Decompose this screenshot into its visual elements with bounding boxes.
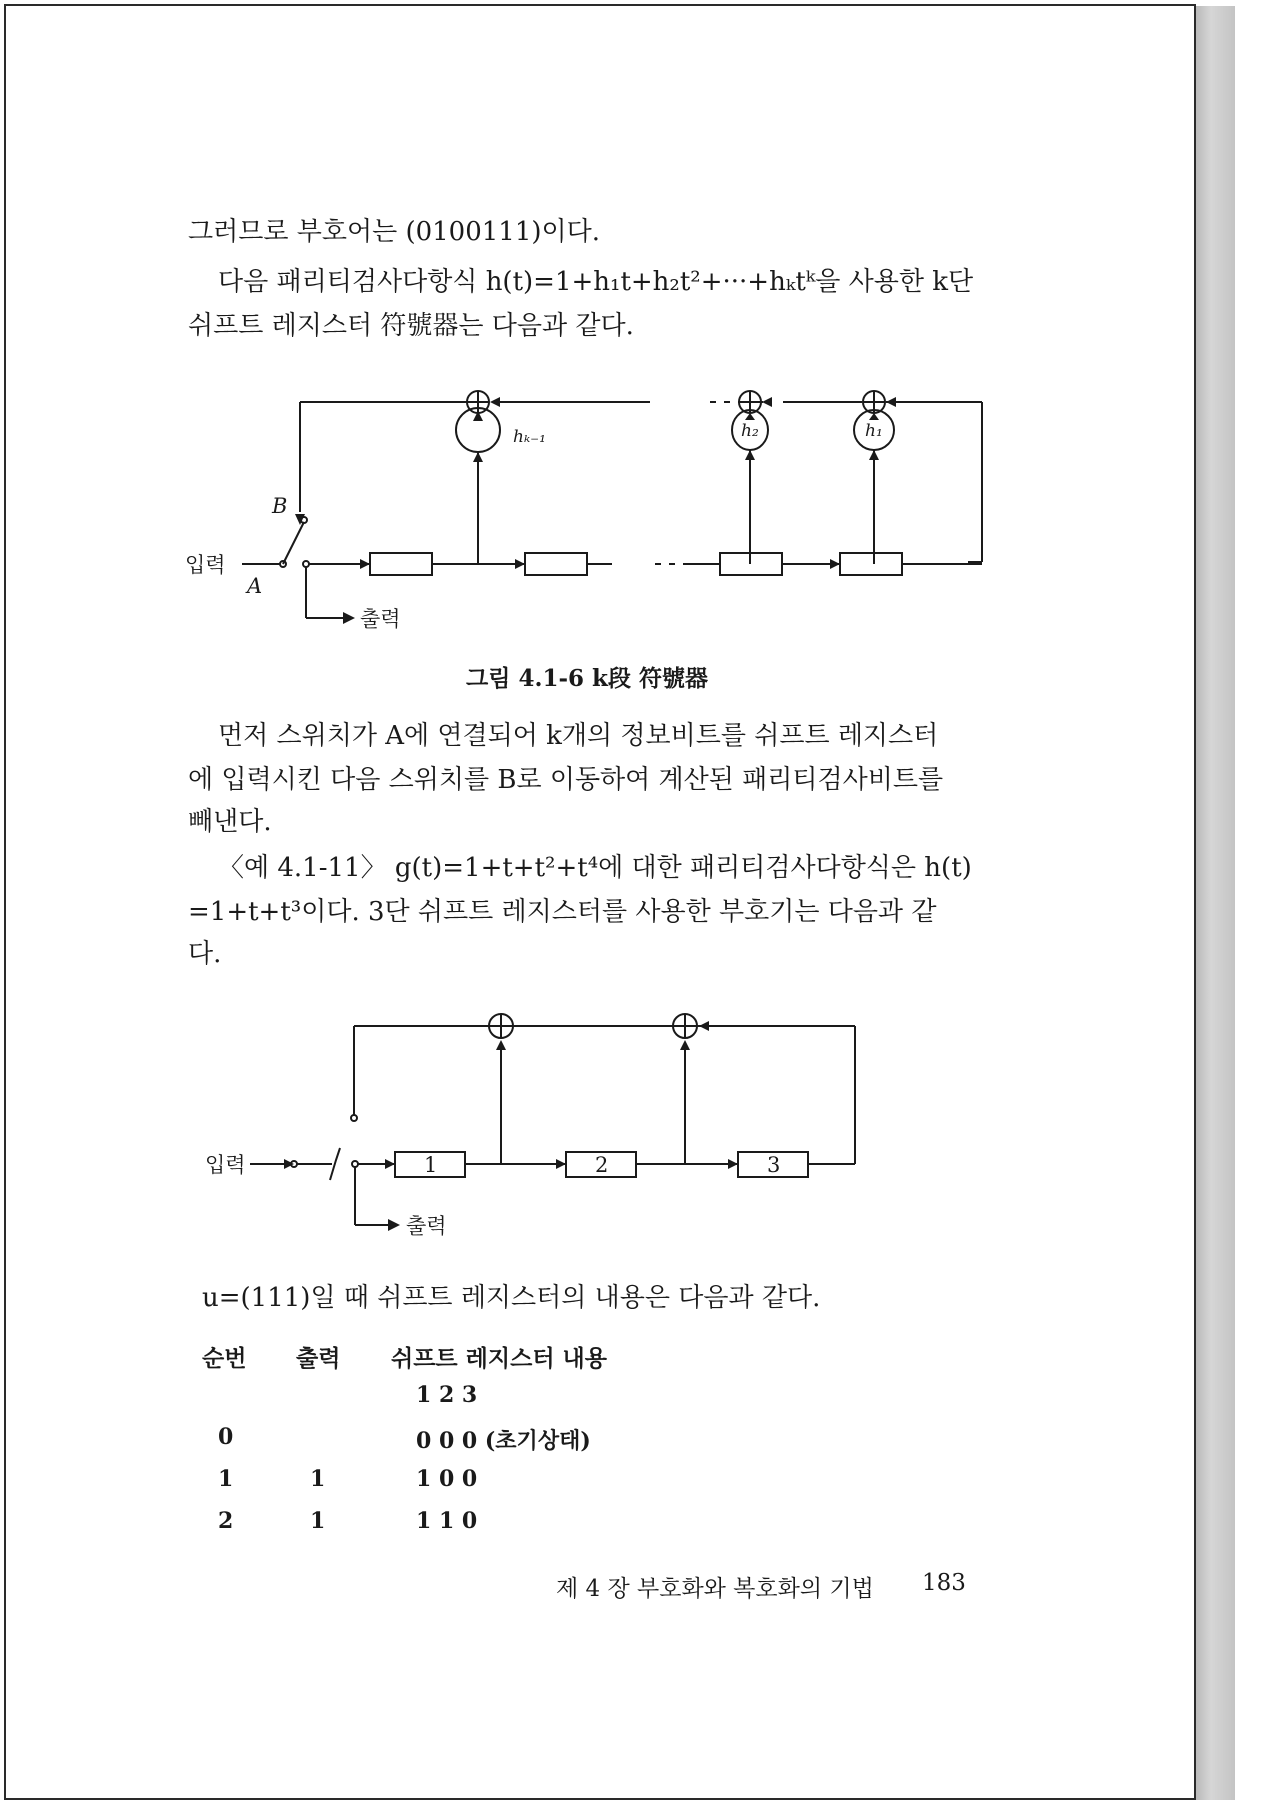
paragraph-1: 그러므로 부호어는 (0100111)이다. — [188, 217, 601, 247]
switch-label-b: B — [272, 494, 288, 518]
stage-1-label: 1 — [424, 1153, 438, 1177]
tap-label-h1: h₁ — [865, 421, 883, 441]
table-row-2-output: 1 — [310, 1508, 326, 1534]
stage-2-label: 2 — [595, 1153, 609, 1177]
table-row-1-content: 1 0 0 — [416, 1466, 478, 1492]
table-row-0-step: 0 — [218, 1424, 234, 1450]
fig2-output-label: 출력 — [406, 1214, 447, 1238]
stage-3-label: 3 — [767, 1153, 781, 1177]
tap-label-h2: h₂ — [741, 421, 759, 441]
table-row-0-content: 0 0 0 (초기상태) — [416, 1428, 591, 1454]
chapter-footer: 제 4 장 부호화와 복호화의 기법 — [556, 1576, 874, 1602]
tap-label-hk-1: hₖ₋₁ — [513, 427, 546, 447]
table-row-2-content: 1 1 0 — [416, 1508, 478, 1534]
figure-k-stage-encoder — [180, 380, 1010, 640]
paragraph-4-line-1: 〈예 4.1-11〉 g(t)=1+t+t²+t⁴에 대한 패리티검사다항식은 h(t) — [218, 853, 972, 883]
fig2-input-label: 입력 — [205, 1153, 246, 1177]
paragraph-3-line-1: 먼저 스위치가 A에 연결되어 k개의 정보비트를 쉬프트 레지스터 — [218, 721, 939, 751]
header-step: 순번 — [202, 1345, 247, 1372]
paragraph-5: u=(111)일 때 쉬프트 레지스터의 내용은 다음과 같다. — [202, 1283, 821, 1313]
output-label: 출력 — [360, 607, 401, 631]
paragraph-3-line-2: 에 입력시킨 다음 스위치를 B로 이동하여 계산된 패리티검사비트를 — [188, 765, 944, 795]
table-row-1-output: 1 — [310, 1466, 326, 1492]
page-edge-shadow — [1195, 6, 1235, 1800]
paragraph-3-line-3: 빼낸다. — [188, 807, 272, 837]
figure-1-caption: 그림 4.1-6 k段 符號器 — [466, 665, 708, 692]
register-stage-header: 1 2 3 — [416, 1382, 478, 1408]
paragraph-2-line-1: 다음 패리티검사다항식 h(t)=1+h₁t+h₂t²+···+hₖtᵏ을 사용한 k단 — [218, 267, 974, 297]
paragraph-2-line-2: 쉬프트 레지스터 符號器는 다음과 같다. — [188, 311, 634, 341]
header-output: 출력 — [296, 1345, 341, 1372]
header-register-content: 쉬프트 레지스터 내용 — [391, 1345, 607, 1372]
paragraph-4-line-2: =1+t+t³이다. 3단 쉬프트 레지스터를 사용한 부호기는 다음과 같 — [188, 897, 937, 927]
figure-3-stage-encoder — [200, 1000, 880, 1260]
table-row-2-step: 2 — [218, 1508, 234, 1534]
switch-label-a: A — [247, 574, 263, 598]
paragraph-4-line-3: 다. — [188, 939, 222, 969]
page-number: 183 — [922, 1570, 966, 1596]
table-row-1-step: 1 — [218, 1466, 234, 1492]
input-label: 입력 — [185, 553, 226, 577]
